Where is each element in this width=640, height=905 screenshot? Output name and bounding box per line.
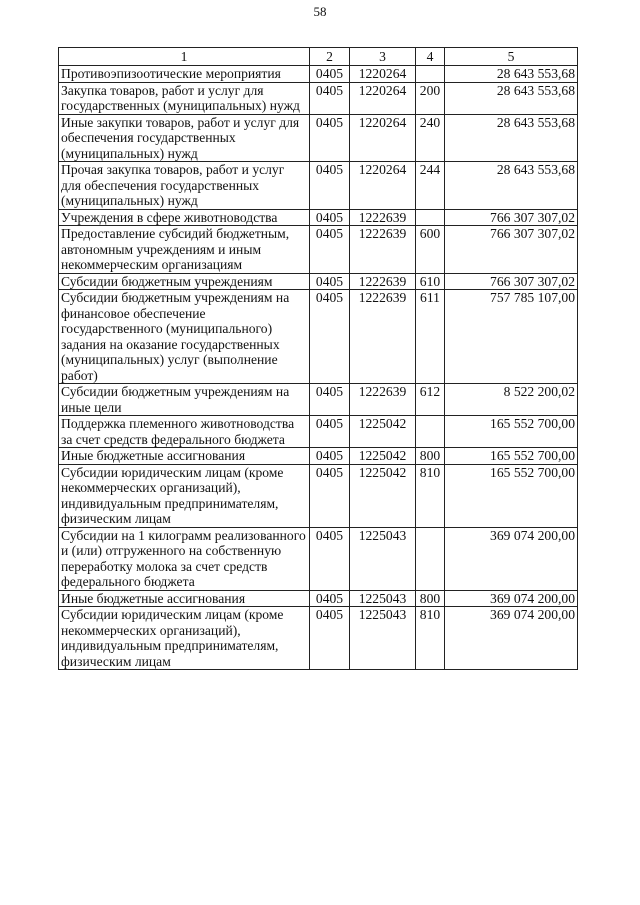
row-name: Учреждения в сфере животноводства — [59, 209, 310, 226]
row-section-code: 0405 — [310, 527, 350, 590]
table-row — [59, 273, 578, 290]
row-name: Прочая закупка товаров, работ и услуг для обеспечения государственных (муниципальных) нужд — [59, 162, 310, 210]
budget-table — [58, 47, 578, 670]
row-type-code: 200 — [416, 82, 445, 114]
table-row — [59, 416, 578, 448]
row-name: Предоставление субсидий бюджетным, автономным учреждениям и иным некоммерческим организациям — [59, 226, 310, 274]
row-target-code: 1222639 — [350, 226, 416, 274]
row-name: Субсидии бюджетным учреждениям — [59, 273, 310, 290]
row-target-code: 1225043 — [350, 607, 416, 670]
table-row — [59, 66, 578, 83]
row-target-code: 1225042 — [350, 416, 416, 448]
table-row — [59, 209, 578, 226]
table-row — [59, 162, 578, 210]
row-section-code: 0405 — [310, 226, 350, 274]
row-type-code: 810 — [416, 607, 445, 670]
row-section-code: 0405 — [310, 82, 350, 114]
row-type-code — [416, 416, 445, 448]
row-amount: 369 074 200,00 — [445, 590, 578, 607]
row-amount: 28 643 553,68 — [445, 66, 578, 83]
row-type-code: 610 — [416, 273, 445, 290]
column-header-2: 2 — [310, 48, 350, 66]
row-target-code: 1222639 — [350, 273, 416, 290]
row-amount: 766 307 307,02 — [445, 209, 578, 226]
row-name: Иные бюджетные ассигнования — [59, 590, 310, 607]
row-target-code: 1220264 — [350, 162, 416, 210]
row-section-code: 0405 — [310, 607, 350, 670]
row-section-code: 0405 — [310, 590, 350, 607]
column-header-5: 5 — [445, 48, 578, 66]
table-row — [59, 384, 578, 416]
row-section-code: 0405 — [310, 464, 350, 527]
row-amount: 28 643 553,68 — [445, 114, 578, 162]
row-amount: 369 074 200,00 — [445, 527, 578, 590]
row-target-code: 1222639 — [350, 384, 416, 416]
row-target-code: 1222639 — [350, 290, 416, 384]
table-row — [59, 114, 578, 162]
row-target-code: 1225042 — [350, 464, 416, 527]
column-header-4: 4 — [416, 48, 445, 66]
table-row — [59, 527, 578, 590]
row-type-code: 240 — [416, 114, 445, 162]
row-section-code: 0405 — [310, 384, 350, 416]
row-amount: 165 552 700,00 — [445, 448, 578, 465]
row-name: Иные закупки товаров, работ и услуг для обеспечения государственных (муниципальных) нужд — [59, 114, 310, 162]
row-type-code: 244 — [416, 162, 445, 210]
table-row — [59, 82, 578, 114]
row-type-code — [416, 209, 445, 226]
table-row — [59, 448, 578, 465]
row-target-code: 1225043 — [350, 527, 416, 590]
row-amount: 766 307 307,02 — [445, 226, 578, 274]
row-target-code: 1220264 — [350, 82, 416, 114]
row-target-code: 1222639 — [350, 209, 416, 226]
row-type-code: 800 — [416, 448, 445, 465]
column-header-1: 1 — [59, 48, 310, 66]
row-name: Закупка товаров, работ и услуг для государственных (муниципальных) нужд — [59, 82, 310, 114]
row-amount: 766 307 307,02 — [445, 273, 578, 290]
row-type-code: 810 — [416, 464, 445, 527]
row-target-code: 1220264 — [350, 114, 416, 162]
column-header-3: 3 — [350, 48, 416, 66]
row-name: Поддержка племенного животноводства за счет средств федерального бюджета — [59, 416, 310, 448]
row-name: Противоэпизоотические мероприятия — [59, 66, 310, 83]
table-header-row — [59, 48, 578, 66]
row-name: Субсидии бюджетным учреждениям на иные цели — [59, 384, 310, 416]
row-section-code: 0405 — [310, 66, 350, 83]
row-target-code: 1225043 — [350, 590, 416, 607]
row-section-code: 0405 — [310, 416, 350, 448]
row-name: Субсидии юридическим лицам (кроме некоммерческих организаций), индивидуальным предпринимателям, физическим лицам — [59, 607, 310, 670]
table-row — [59, 607, 578, 670]
row-section-code: 0405 — [310, 290, 350, 384]
table-row — [59, 290, 578, 384]
row-section-code: 0405 — [310, 209, 350, 226]
table-body — [59, 66, 578, 670]
row-section-code: 0405 — [310, 162, 350, 210]
row-amount: 28 643 553,68 — [445, 162, 578, 210]
row-target-code: 1220264 — [350, 66, 416, 83]
row-amount: 369 074 200,00 — [445, 607, 578, 670]
row-name: Иные бюджетные ассигнования — [59, 448, 310, 465]
row-amount: 165 552 700,00 — [445, 416, 578, 448]
row-amount: 8 522 200,02 — [445, 384, 578, 416]
table-row — [59, 226, 578, 274]
row-target-code: 1225042 — [350, 448, 416, 465]
row-name: Субсидии юридическим лицам (кроме некоммерческих организаций), индивидуальным предпринимателям, физическим лицам — [59, 464, 310, 527]
row-type-code — [416, 527, 445, 590]
row-type-code — [416, 66, 445, 83]
row-type-code: 600 — [416, 226, 445, 274]
row-type-code: 611 — [416, 290, 445, 384]
row-name: Субсидии бюджетным учреждениям на финансовое обеспечение государственного (муниципального) задания на оказание государственных (муниципальных) услуг (выполнение работ) — [59, 290, 310, 384]
table-row — [59, 464, 578, 527]
row-amount: 757 785 107,00 — [445, 290, 578, 384]
row-section-code: 0405 — [310, 273, 350, 290]
page-number: 58 — [313, 4, 327, 19]
row-amount: 165 552 700,00 — [445, 464, 578, 527]
table-row — [59, 590, 578, 607]
row-name: Субсидии на 1 килограмм реализованного и (или) отгруженного на собственную переработку молока за счет средств федерального бюджета — [59, 527, 310, 590]
row-type-code: 612 — [416, 384, 445, 416]
row-section-code: 0405 — [310, 114, 350, 162]
row-section-code: 0405 — [310, 448, 350, 465]
row-amount: 28 643 553,68 — [445, 82, 578, 114]
row-type-code: 800 — [416, 590, 445, 607]
